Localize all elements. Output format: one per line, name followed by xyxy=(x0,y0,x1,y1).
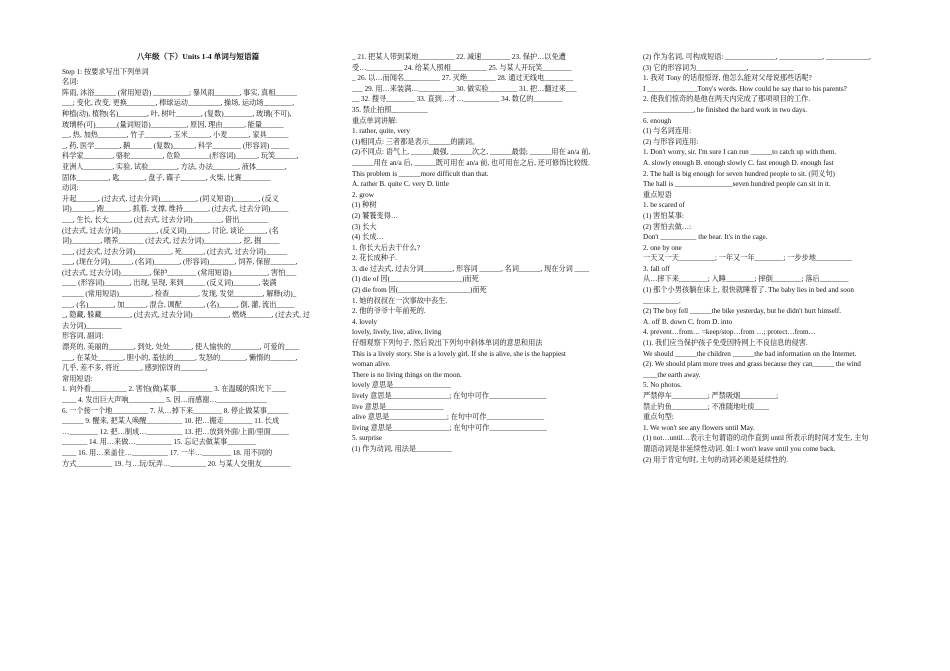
column-right xyxy=(643,52,915,465)
text-line: ______________, he finished the hard work in two days. xyxy=(643,105,808,114)
text-line: 名词: xyxy=(62,78,79,87)
text-line: 3. fall off xyxy=(643,264,670,273)
text-line: ______用在 an/a 后, ______既可用在 an/a 前, 也可用在之后, 还可修饰比较级. xyxy=(352,158,590,167)
text-line: 4. lovely xyxy=(352,317,378,326)
text-line: (1) not…until…表示主句谓语的动作直到 until 所表示的时间才发生, 主句 xyxy=(643,434,869,443)
column-left xyxy=(62,52,334,469)
text-line: 阵雨, 沐浴______ (常用短语) __________; 暴风雨_______, 事实, 真相______ xyxy=(62,88,297,97)
text-line: _, 隐藏, 躲藏________, (过去式, 过去分词)__________, 燃烧_______, (过去式, 过 xyxy=(62,311,310,320)
text-line: 2. 花长成种子. xyxy=(352,254,397,263)
text-line: 动词: xyxy=(62,184,79,193)
text-line: 重点单词讲解: xyxy=(352,116,398,125)
text-line: (1) 与名词连用: xyxy=(643,127,692,136)
text-line: 2. one by one xyxy=(643,243,682,252)
text-line: 1. 你长大后去干什么? xyxy=(352,243,420,252)
text-line: _, 药, 医学_______, 鹅______ (复数)______, 科学________ (形容词) _____ xyxy=(62,141,289,150)
text-line: (2) The boy fell ______the bike yesterday, but he didn't hurt himself. xyxy=(643,307,842,316)
text-line: ___ 29. 用…来装满…__________ 30. 做实验________ 31. 把…翻过来___ xyxy=(352,84,577,93)
text-line: (2). We should plant more trees and grass because they can______ the wind xyxy=(643,360,861,369)
text-line: (1) 害怕某事: xyxy=(643,211,684,220)
text-line: 受…__________ 24. 给某人照相__________ 25. 与某人开玩笑________ xyxy=(352,63,572,72)
text-line: lively 意思是________________; 在句中可作________________ xyxy=(352,392,547,400)
text-line: (过去式, 过去分词)________, 保护________ (常用短语)__________, 害怕___ xyxy=(62,268,297,277)
text-line: 亚洲人________, 实验, 试验________, 方法, 办法_______, 液体________, xyxy=(62,162,287,171)
text-line: lovely 意思是________________ xyxy=(352,381,451,390)
text-line: 1. 我对 Tony 的话很惊讶, 他怎么能对父母说那些话呢? xyxy=(643,74,812,83)
page-title: 八年级（下）Units 1-4 单词与短语篇 xyxy=(136,52,260,61)
text-line: 2. 使我们惊奇的是他在两天内完成了那项项目的工作. xyxy=(643,95,811,104)
text-line: ______ 9. 醒来, 把某人唤醒__________ 10. 把…搬走________ 11. 长成 xyxy=(62,417,280,426)
text-line: The hall is ________________seven hundred people can sit in it. xyxy=(643,180,831,189)
text-line: 谓语动词是非延续性动词. 如: I won't leave until you come back. xyxy=(643,444,836,453)
text-line: 固体_________, 匙_______, 盘子, 碟子_______, 火柴, 比赛________ xyxy=(62,173,271,182)
text-line: A. off B. down C. from D. into xyxy=(643,317,733,326)
text-line: 4. prevent…from… =keep/stop…from …; protect…from… xyxy=(643,328,816,337)
text-line: 1. rather, quite, very xyxy=(352,127,410,136)
text-line: (2) 用于肯定句时, 主句的动词必须是延续性的. xyxy=(643,455,788,464)
column-middle-lines xyxy=(352,52,630,455)
text-line: ___, (名)_______, 加______, 混合, 调配______, (名)_____, 倒, 灌, 流出_____ xyxy=(62,300,295,309)
text-line: ___, 在某处_______, 胆小的, 羞怯的______, 发怒的_______, 懒惰的_______, xyxy=(62,353,298,362)
text-line: 1. 向外看__________ 2. 害怕(做)某事__________ 3. 在温暖的阳光下____ xyxy=(62,385,287,394)
text-line: There is no living things on the moon. xyxy=(352,370,462,379)
text-line: (1)相同点: 三者都是表示______的副词。 xyxy=(352,137,480,146)
text-line: 1. Don't worry, sir. I'm sure I can run ______to catch up with them. xyxy=(643,148,837,157)
text-line: ____ 4. 发出巨大声响__________ 5. 因…而感谢…______________ xyxy=(62,396,267,404)
text-line: 3. die 过去式, 过去分词________, 形容词 ______, 名词______, 现在分词 ____ xyxy=(352,264,589,273)
text-line: (4) 长成… xyxy=(352,233,384,242)
column-right-lines xyxy=(643,52,915,465)
text-line: …________ 12. 把…制成…__________ 13. 把…放到外面/上面/里面_____ xyxy=(62,427,289,436)
text-line: ____the earth away. xyxy=(643,370,701,379)
text-line: ___, (现在分词)______, (名词)_______, (形容词)_______, 饲养, 保留_______, xyxy=(62,258,298,267)
text-line: 词)________, 喂养_______ (过去式, 过去分词)__________, 挖, 掘_____ xyxy=(62,237,280,246)
text-line: 玻璃杯(可)______(量词短语)__________, 原因, 理由______, 能量______ xyxy=(62,120,284,129)
text-line: 2. The hall is big enough for seven hundred people to sit. (同义句) xyxy=(643,169,835,178)
text-line: 从…摔下来________; 入睡________; 摔倒________; 落后________ xyxy=(643,275,849,284)
text-line: lovely, lively, live, alive, living xyxy=(352,328,442,337)
text-line: live 意思是________________ xyxy=(352,402,444,411)
text-line: _______ 14. 用…来做…__________ 15. 忘记去做某事________ xyxy=(62,438,257,447)
text-line: ___, 生长, 长大______, (过去式, 过去分词)________, 借出________ xyxy=(62,215,269,224)
text-line: A. slowly enough B. enough slowly C. fast enough D. enough fast xyxy=(643,158,834,167)
text-line: 种植(动), 植物(名)________, 叶, 树叶_______, (复数)________, 玻璃(不可), xyxy=(62,109,292,118)
text-line: ______ (常用短语)_________, 检查________, 发现, 发觉________, 解释(动)_ xyxy=(62,290,297,299)
text-line: 一天又一天__________; 一年又一年________; 一步步地__________ xyxy=(643,254,852,263)
text-line: 6. 一个接一个地__________ 7. 从…掉下来________ 8. 停止做某事______ xyxy=(62,406,289,415)
text-line: ____ 16. 用…来盖住…__________ 17. 一半…________ 18. 用不同的 xyxy=(62,448,273,457)
text-line: 1. be scared of xyxy=(643,201,685,210)
text-line: (2) 与形容词连用: xyxy=(643,137,699,146)
text-line: (2) 饕餮变得… xyxy=(352,211,399,220)
text-line: 5. surprise xyxy=(352,434,382,443)
text-line: 科学家________, 骆驼_________, 危险________(形容词)______, 玩笑______, xyxy=(62,152,299,161)
text-line: 去分词)__________ xyxy=(62,321,122,330)
text-line: ___; 变化, 改变, 更换________, 棒球运动_________, 操场, 运动场________, xyxy=(62,99,294,108)
text-line: alive 意思是________________; 在句中可作________________ xyxy=(352,413,545,422)
text-line: (2) die from 因(____________________)而死 xyxy=(352,286,487,295)
text-line: 35. 禁止拍照__________ xyxy=(352,105,428,114)
text-line: We should ______the children ______the bad information on the Internet. xyxy=(643,349,857,358)
column-left-lines xyxy=(62,67,334,470)
text-line: 几乎, 差不多, 将近______, 感到惊讶的_______, xyxy=(62,364,208,373)
text-line: 仔细观察下列句子, 然后说出下列句中斜体单词的意思和用法 xyxy=(352,339,543,348)
text-line: This problem is ______more difficult than that. xyxy=(352,169,489,178)
column-middle xyxy=(352,52,630,455)
text-line: _ 26. 以…而闻名__________ 27. 灭绝________ 28. 通过无线电________ xyxy=(352,74,574,83)
text-line: 6. enough xyxy=(643,116,672,125)
text-line: 漂亮的, 美丽的_______, 到处, 处处______, 使人愉快的________, 可爱的____ xyxy=(62,343,300,352)
text-line: 2. grow xyxy=(352,190,374,199)
text-line: 常用短语: xyxy=(62,374,93,383)
text-line: (1) 那个小男孩躺在床上, 很快就睡着了. The baby lies in bed and soon xyxy=(643,286,855,295)
text-line: (3) 长大 xyxy=(352,222,377,231)
text-line: 重点短语 xyxy=(643,190,672,199)
text-line: Step 1: 按要求写出下列单词 xyxy=(62,67,149,76)
text-line: (1) 种树 xyxy=(352,201,377,210)
text-line: (2) 作为名词, 可构成短语: ______________, ____________, ____________, xyxy=(643,53,871,61)
text-line: 方式__________ 19. 与…玩/玩弄…__________ 20. 与某人交朋友________ xyxy=(62,459,291,468)
text-line: 1. We won't see any flowers until May. xyxy=(643,423,755,432)
text-line: _ 21. 把某人带到某地__________ 22. 减速________ 23. 保护…以免遭 xyxy=(352,53,566,61)
text-line: __ 32. 搜寻________ 33. 直到…才…__________ 34. 数亿的________ xyxy=(352,95,563,104)
text-line: A. rather B. quite C. very D. little xyxy=(352,180,449,189)
text-line: 词)______, 跑_______, 抓着, 支撑, 维持_______, (过去式, 过去分词)_____ xyxy=(62,205,289,214)
text-line: ___, (过去式, 过去分词)__________, 死______, (过去式, 过去分词)______ xyxy=(62,247,288,256)
text-line: woman alive. xyxy=(352,360,391,369)
text-line: (1) die of 因(____________________)而死 xyxy=(352,275,479,284)
text-line: 5. No photos. xyxy=(643,381,682,390)
text-line: __, 热, 加热________, 竹子_______, 玉米______, 小麦______, 家具______ xyxy=(62,131,289,140)
text-line: (2)不同点: 语气上, ______最强, ______次之, ______最弱; ______用在 an/a 前, xyxy=(352,148,591,157)
text-line: (过去式, 过去分词)__________, (反义词)______, 讨论, 谈论______, (名 xyxy=(62,226,279,235)
text-line: 升起______, (过去式, 过去分词)__________, (同义短语)_______, (反义 xyxy=(62,194,279,203)
text-line: I ______________Tony's words. How could he say that to his parents? xyxy=(643,84,847,93)
text-line: 重点句型: xyxy=(643,413,674,422)
text-line: Don't __________ the bear. It's in the cage. xyxy=(643,233,768,242)
text-line: (2) 害怕去做…: xyxy=(643,222,692,231)
text-line: living 意思是________________; 在句中可作________________ xyxy=(352,423,547,432)
text-line: 禁止钓鱼__________; 不准随地吐痰____ xyxy=(643,402,769,411)
text-line: (3) 它的形容词为______________, ____________ xyxy=(643,63,794,72)
text-line: (1). 我们应当保护孩子免受因特网上不良信息的侵害. xyxy=(643,339,808,348)
text-line: ____ (形容词)_______, 出现, 呈现, 来到______ (反义词)_______, 装满 xyxy=(62,279,277,288)
text-line: 1. 她的叔叔在一次事故中丧生. xyxy=(352,296,448,305)
text-line: 形容词, 副词: xyxy=(62,332,104,341)
text-line: __________. xyxy=(643,296,681,305)
text-line: 2. 他的爷爷十年前死的. xyxy=(352,307,426,316)
text-line: 严禁停车__________; 严禁吸烟__________; xyxy=(643,392,779,400)
text-line: (1) 作为动词, 用法是__________ xyxy=(352,444,453,453)
text-line: This is a lively story. She is a lovely girl. If she is alive, she is the happiest xyxy=(352,349,566,358)
